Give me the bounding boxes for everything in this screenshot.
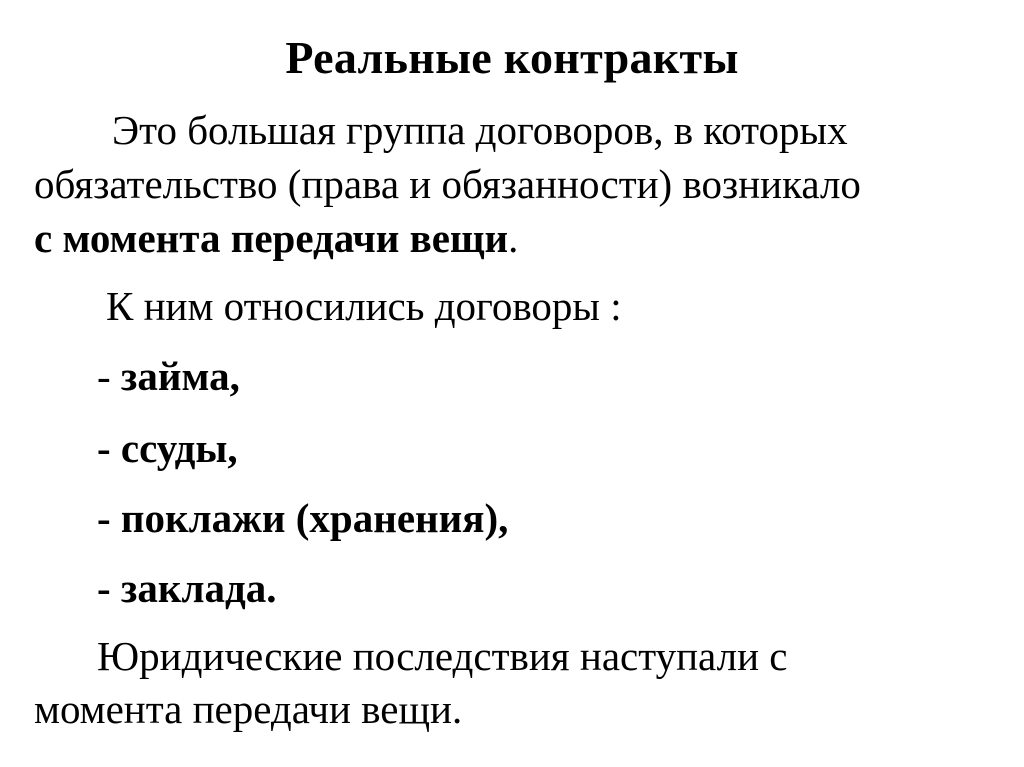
list-item (97, 422, 238, 474)
intro-line-2: обязательство (права и обязанности) возникало (34, 161, 861, 207)
list-heading: К ним относились договоры : (106, 283, 622, 329)
list-item-dash: - (97, 353, 121, 399)
list-item-text: поклажи (хранения), (120, 495, 509, 541)
list-item-dash: - (97, 495, 121, 541)
list-item-text: ссуды, (120, 425, 238, 471)
intro-period: . (508, 215, 519, 261)
intro-emphasis: с момента передачи вещи (34, 215, 509, 261)
list-item-dash: - (97, 565, 121, 611)
list-item (97, 562, 277, 614)
list-item-text: займа, (120, 353, 240, 399)
list-item (97, 350, 240, 402)
intro-line-3 (34, 212, 518, 264)
list-item (97, 492, 508, 544)
list-item-text: заклада. (120, 565, 277, 611)
conclusion-line-2: момента передачи вещи. (34, 686, 463, 732)
list-item-dash: - (97, 425, 121, 471)
conclusion-line-1: Юридические последствия наступали с (97, 633, 788, 679)
intro-line-1: Это большая группа договоров, в которых (112, 107, 848, 153)
slide-title: Реальные контракты (285, 32, 739, 83)
